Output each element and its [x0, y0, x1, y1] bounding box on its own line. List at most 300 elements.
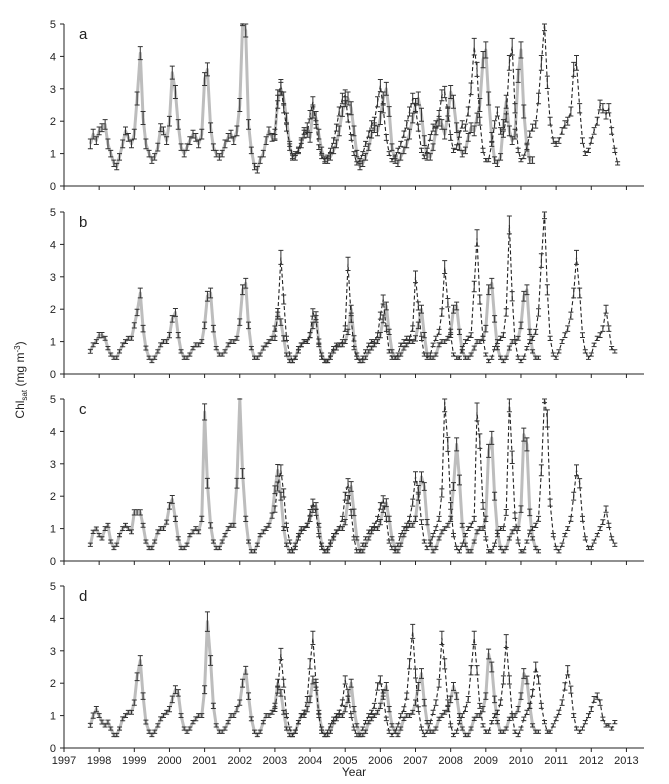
panel-a-dashed-error-bar: [548, 117, 553, 125]
panel-d-error-bar: [214, 724, 219, 727]
panel-c-dashed-error-bar: [548, 499, 553, 506]
panel-d: [50, 581, 644, 755]
panel-d-dashed-error-bar: [507, 676, 512, 684]
panel-d-letter: d: [79, 588, 88, 605]
panel-b-dashed-error-bar: [562, 333, 567, 338]
panel-c-error-bar: [255, 543, 260, 546]
y-axis-title-close: ): [13, 341, 27, 346]
panel-d-dashed-error-bar: [407, 659, 412, 669]
y-axis-title-sub: sat: [20, 389, 29, 401]
panel-c-dashed-error-bar: [524, 540, 529, 543]
panel-c-dashed-error-bar: [437, 516, 442, 521]
panel-a-y-tick-label: 5: [49, 19, 56, 31]
panel-d-error-bar: [261, 720, 266, 723]
panel-b-dashed-error-bar: [439, 309, 444, 316]
panel-a-dashed-error-bar: [472, 38, 477, 55]
panel-d-dashed-error-bar: [560, 700, 565, 705]
panel-c-dashed-error-bar: [589, 546, 594, 549]
panel-c-dashed-error-bar: [510, 451, 515, 463]
panel-b-error-bar: [249, 346, 254, 349]
panel-a-dashed-error-bar: [419, 148, 424, 152]
panel-c-error-bar: [243, 516, 248, 521]
panel-b-dashed-error-bar: [489, 356, 494, 359]
panel-b-dashed-series-line: [275, 212, 615, 361]
x-tick-label-2002: 2002: [227, 755, 252, 767]
panel-b-dashed-error-bar: [548, 336, 553, 340]
panel-b-error-bar: [105, 346, 110, 349]
panel-c-dashed-error-bar: [477, 434, 482, 448]
panel-a-dashed-series-line: [275, 24, 618, 163]
panel-c-y-tick-label: 4: [49, 426, 56, 439]
panel-d-dashed-error-bar: [600, 717, 605, 720]
panel-c-error-bar: [176, 537, 181, 540]
panel-b-dashed-error-bar: [568, 312, 573, 319]
panel-b-dashed-error-bar: [501, 333, 506, 338]
panel-d-dashed-error-bar: [340, 700, 345, 705]
panel-a-dashed-error-bar: [598, 100, 603, 110]
panel-a-letter: a: [79, 26, 88, 43]
panel-d-dashed-error-bar: [477, 703, 482, 708]
panel-d-plot-area: [88, 612, 617, 737]
panel-d-dashed-error-bar: [410, 624, 415, 638]
panel-b-dashed-error-bar: [472, 281, 477, 291]
panel-c-error-bar: [472, 540, 477, 543]
panel-b-dashed-error-bar: [381, 295, 386, 304]
panel-b-dashed-error-bar: [310, 309, 315, 316]
panel-b-error-bar: [179, 350, 184, 353]
panel-b-dashed-error-bar: [281, 295, 286, 304]
panel-b-error-bar: [214, 346, 219, 349]
panel-a-dashed-error-bar: [492, 121, 497, 128]
panel-b-dashed-error-bar: [483, 353, 488, 356]
panel-c-dashed-error-bar: [542, 399, 547, 403]
panel-d-dashed-error-bar: [296, 720, 301, 723]
panel-a-y-tick-label: 2: [49, 116, 56, 129]
panel-b-letter: b: [79, 214, 88, 231]
panel-b-dashed-error-bar: [554, 356, 559, 359]
panel-d-dashed-error-bar: [542, 720, 547, 723]
x-tick-label-1998: 1998: [86, 755, 112, 767]
x-axis-title: Year: [341, 765, 367, 779]
x-tick-label-1997: 1997: [51, 755, 77, 767]
panel-b-dashed-error-bar: [413, 271, 418, 283]
panel-b-y-tick-label: 4: [49, 239, 56, 252]
panel-d-dashed-error-bar: [448, 724, 453, 727]
panel-d-dashed-error-bar: [571, 714, 576, 718]
panel-a-y-tick-label: 0: [49, 181, 56, 193]
panel-a-dashed-error-bar: [442, 86, 447, 97]
panel-c-dashed-error-bar: [600, 520, 605, 525]
panel-c-y-tick-label: 2: [49, 491, 56, 504]
panel-d-error-bar: [469, 727, 474, 730]
panel-d-dashed-error-bar: [530, 690, 535, 697]
panel-d-dashed-error-bar: [554, 717, 559, 720]
panel-c-error-bar: [108, 540, 113, 543]
panel-d-dashed-error-bar: [524, 710, 529, 714]
panel-c-error-bar: [152, 540, 157, 543]
panel-b-dashed-error-bar: [521, 356, 526, 359]
panel-d-y-tick-label: 3: [49, 645, 56, 658]
panel-c-error-bar: [205, 478, 210, 488]
panel-a-dashed-error-bar: [384, 134, 389, 140]
panel-a-dashed-error-bar: [554, 141, 559, 146]
panel-b-dashed-error-bar: [539, 254, 544, 268]
panel-c-dashed-error-bar: [287, 540, 292, 543]
x-tick-label-2006: 2006: [368, 755, 393, 767]
panel-a-dashed-error-bar: [545, 76, 550, 88]
panel-d-error-bar: [226, 720, 231, 723]
panel-d-dashed-error-bar: [556, 710, 561, 714]
panel-d-dashed-error-bar: [349, 714, 354, 718]
panel-d-error-bar: [530, 724, 535, 727]
panel-d-dashed-error-bar: [416, 707, 421, 712]
panel-c-dashed-error-bar: [433, 527, 438, 531]
panel-d-dashed-error-bar: [609, 727, 614, 730]
panel-a-dashed-error-bar: [539, 55, 544, 70]
panel-a-dashed-error-bar: [604, 110, 609, 119]
panel-d-dashed-error-bar: [463, 707, 468, 712]
panel-b-dashed-error-bar: [437, 329, 442, 334]
x-tick-label-2001: 2001: [192, 755, 217, 767]
panel-c-dashed-error-bar: [595, 533, 600, 536]
panel-c-dashed-error-bar: [483, 537, 488, 540]
panel-c-dashed-error-bar: [472, 516, 477, 521]
panel-b-dashed-error-bar: [542, 212, 547, 219]
panel-b-error-bar: [530, 350, 535, 353]
panel-a-dashed-error-bar: [437, 110, 442, 119]
panel-d-dashed-error-bar: [433, 700, 438, 705]
panel-d-y-tick-label: 0: [49, 743, 56, 755]
panel-b-dashed-error-bar: [580, 333, 585, 338]
panel-d-dashed-error-bar: [278, 648, 283, 659]
panel-c-dashed-error-bar: [457, 550, 462, 553]
panel-d-y-tick-label: 2: [49, 678, 56, 691]
x-tick-label-2013: 2013: [614, 755, 639, 767]
panel-a-dashed-error-bar: [407, 107, 412, 116]
panel-d-dashed-error-bar: [498, 700, 503, 705]
panel-d-y-tick-label: 4: [49, 613, 56, 626]
panel-c-error-bar: [246, 540, 251, 543]
panel-d-dashed-error-bar: [439, 631, 444, 644]
panel-b-dashed-error-bar: [612, 350, 617, 353]
panel-c-dashed-error-bar: [574, 465, 579, 476]
panel-d-dashed-error-bar: [454, 730, 459, 733]
panel-c-dashed-error-bar: [507, 399, 512, 412]
x-tick-label-2009: 2009: [473, 755, 499, 767]
panel-d-dashed-error-bar: [475, 666, 480, 675]
y-axis-title-sup: -3: [13, 345, 22, 353]
x-tick-label-2000: 2000: [157, 755, 182, 767]
panel-c-dashed-error-bar: [606, 523, 611, 527]
panel-a-dashed-error-bar: [401, 131, 406, 137]
panel-c-dashed-error-bar: [580, 516, 585, 521]
panel-c-dashed-error-bar: [431, 533, 436, 536]
panel-c-dashed-error-bar: [413, 472, 418, 482]
panel-a-dashed-error-bar: [527, 131, 532, 137]
panel-d-y-tick-label: 5: [49, 581, 56, 593]
panel-c-dashed-error-bar: [422, 540, 427, 543]
panel-d-dashed-error-bar: [565, 666, 570, 675]
panel-c-dashed-error-bar: [598, 527, 603, 531]
panel-a-plot-area: [88, 24, 620, 173]
panel-c-error-bar: [507, 537, 512, 540]
panel-d-dashed-error-bar: [437, 679, 442, 687]
panel-d-error-bar: [460, 727, 465, 730]
panel-d-dashed-error-bar: [466, 696, 471, 702]
panel-b-plot-area: [88, 212, 617, 363]
panel-a-dashed-error-bar: [404, 121, 409, 128]
panel-d-dashed-error-bar: [551, 724, 556, 727]
panel-a-dashed-error-bar: [416, 124, 421, 131]
panel-c-error-bar: [117, 533, 122, 536]
panel-d-dashed-error-bar: [539, 703, 544, 708]
panel-d-dashed-error-bar: [504, 635, 509, 648]
panel-c-y-tick-label: 1: [49, 523, 56, 536]
panel-a-dashed-error-bar: [495, 107, 500, 116]
panel-c-dashed-error-bar: [562, 533, 567, 536]
panel-b-dashed-error-bar: [278, 250, 283, 264]
y-axis-title: [13, 341, 29, 418]
panel-d-dashed-error-bar: [395, 724, 400, 727]
panel-d-dashed-error-bar: [586, 714, 591, 718]
panel-b-dashed-error-bar: [556, 350, 561, 353]
panel-d-dashed-error-bar: [481, 724, 486, 727]
panel-d-error-bar: [108, 727, 113, 730]
panel-c-dashed-error-bar: [545, 410, 550, 427]
panels-group: [50, 19, 644, 755]
panel-d-dashed-error-bar: [521, 717, 526, 720]
panel-c-dashed-error-bar: [451, 533, 456, 536]
panel-c-dashed-error-bar: [492, 543, 497, 546]
panel-b-dashed-error-bar: [545, 285, 550, 295]
panel-c-grey-series-line: [90, 399, 538, 551]
panel-b-dashed-error-bar: [560, 340, 565, 344]
panel-d-error-bar: [389, 724, 394, 727]
panel-c-dashed-error-bar: [604, 506, 609, 512]
panel-b-y-tick-label: 3: [49, 271, 56, 284]
panel-b-dashed-error-bar: [571, 288, 576, 298]
panel-b-dashed-error-bar: [577, 288, 582, 298]
y-axis-title-main: Chl: [13, 400, 27, 419]
panel-c-dashed-error-bar: [560, 543, 565, 546]
panel-a-dashed-error-bar: [615, 162, 620, 165]
panel-b-dashed-error-bar: [574, 250, 579, 264]
panel-d-dashed-error-bar: [536, 676, 541, 684]
panel-b-y-tick-label: 0: [49, 369, 56, 381]
panel-a-dashed-error-bar: [516, 148, 521, 152]
panel-c-error-bar: [143, 540, 148, 543]
x-tick-label-2012: 2012: [579, 755, 604, 767]
panel-c-error-bar: [202, 404, 207, 420]
panel-b-y-tick-label: 5: [49, 207, 56, 219]
panel-b-dashed-error-bar: [469, 333, 474, 338]
panel-a-dashed-error-bar: [398, 141, 403, 146]
panel-a-dashed-error-bar: [375, 97, 380, 107]
panel-d-dashed-error-bar: [583, 720, 588, 723]
x-tick-label-2011: 2011: [544, 755, 568, 767]
panel-c-error-bar: [492, 492, 497, 500]
panel-b-dashed-error-bar: [565, 326, 570, 331]
panel-c-dashed-error-bar: [592, 540, 597, 543]
panel-a-dashed-error-bar: [595, 117, 600, 125]
panel-c-error-bar: [211, 540, 216, 543]
panel-a-dashed-error-bar: [448, 134, 453, 140]
panel-a-dashed-error-bar: [395, 148, 400, 152]
x-tick-label-2003: 2003: [262, 755, 288, 767]
panel-b-dashed-error-bar: [583, 350, 588, 353]
x-tick-label-2005: 2005: [332, 755, 358, 767]
panel-d-dashed-error-bar: [589, 707, 594, 712]
panel-d-error-bar: [117, 727, 122, 730]
panel-a-dashed-error-bar: [612, 148, 617, 152]
panel-a-dashed-error-bar: [510, 38, 515, 55]
panel-b-dashed-error-bar: [433, 336, 438, 340]
panel-c-dashed-error-bar: [442, 399, 447, 412]
panel-c-dashed-error-bar: [381, 496, 386, 503]
panel-d-dashed-error-bar: [419, 727, 424, 730]
panel-c-y-tick-label: 3: [49, 458, 56, 471]
panel-b-dashed-error-bar: [477, 295, 482, 304]
panel-d-dashed-error-bar: [413, 669, 418, 678]
panel-d-dashed-error-bar: [469, 666, 474, 675]
panel-c-plot-area: [88, 399, 617, 553]
panel-a-dashed-error-bar: [568, 107, 573, 116]
panel-a-dashed-error-bar: [378, 80, 383, 92]
panel-c: [50, 394, 644, 568]
panel-d-dashed-error-bar: [360, 727, 365, 730]
panel-a-y-tick-label: 4: [49, 51, 56, 64]
panel-a-dashed-error-bar: [580, 138, 585, 143]
panel-c-y-tick-label: 5: [49, 394, 56, 406]
panel-a-dashed-error-bar: [475, 62, 480, 76]
panel-d-y-tick-label: 1: [49, 710, 56, 723]
panel-a-dashed-error-bar: [469, 83, 474, 95]
x-tick-label-1999: 1999: [122, 755, 147, 767]
panel-a-dashed-error-bar: [507, 55, 512, 70]
panel-b-dashed-error-bar: [410, 326, 415, 331]
panel-c-dashed-error-bar: [609, 537, 614, 540]
panel-c-dashed-error-bar: [439, 489, 444, 497]
panel-d-error-bar: [495, 720, 500, 723]
panel-c-dashed-error-bar: [568, 516, 573, 521]
panel-d-dashed-error-bar: [516, 733, 521, 736]
panel-d-dashed-error-bar: [612, 720, 617, 723]
panel-d-dashed-error-bar: [472, 631, 477, 644]
panel-a-dashed-error-bar: [592, 128, 597, 135]
panel-d-dashed-error-bar: [372, 703, 377, 708]
panel-a-dashed-error-bar: [536, 93, 541, 103]
panel-a-dashed-error-bar: [466, 107, 471, 116]
panel-c-dashed-error-bar: [387, 540, 392, 543]
panel-b-dashed-error-bar: [431, 343, 436, 346]
panel-a-dashed-error-bar: [589, 138, 594, 143]
panel-d-dashed-error-bar: [431, 710, 436, 714]
panel-d-dashed-error-bar: [352, 727, 357, 730]
panel-b-dashed-error-bar: [524, 346, 529, 349]
panel-a-dashed-error-bar: [556, 138, 561, 143]
panel-c-dashed-error-bar: [612, 543, 617, 546]
panel-a-dashed-error-bar: [609, 128, 614, 135]
panel-b-dashed-error-bar: [536, 309, 541, 316]
panel-d-dashed-error-bar: [533, 662, 538, 672]
x-tick-label-2007: 2007: [403, 755, 428, 767]
panel-c-error-bar: [437, 537, 442, 540]
panel-a-dashed-error-bar: [428, 134, 433, 140]
panel-d-dashed-error-bar: [580, 727, 585, 730]
panel-c-y-tick-label: 0: [49, 556, 56, 568]
panel-d-dashed-error-bar: [384, 717, 389, 720]
panel-c-dashed-error-bar: [410, 499, 415, 506]
panel-b-dashed-error-bar: [445, 298, 450, 307]
panel-c-dashed-error-bar: [512, 513, 517, 518]
panel-d-dashed-error-bar: [310, 631, 315, 644]
panel-d-dashed-error-bar: [308, 659, 313, 669]
panel-d-dashed-error-bar: [404, 693, 409, 699]
panel-a-dashed-error-bar: [577, 104, 582, 113]
panel-a: [50, 19, 644, 193]
panel-c-dashed-error-bar: [583, 537, 588, 540]
panel-c-dashed-error-bar: [571, 492, 576, 500]
x-tick-label-2010: 2010: [508, 755, 534, 767]
panel-d-dashed-error-bar: [442, 659, 447, 669]
panel-a-y-tick-label: 3: [49, 83, 56, 96]
panel-b: [50, 207, 644, 381]
panel-d-dashed-error-bar: [568, 686, 573, 693]
panel-c-dashed-error-bar: [565, 527, 570, 531]
panel-a-dashed-error-bar: [387, 152, 392, 156]
panel-d-dashed-error-bar: [489, 720, 494, 723]
panel-b-dashed-error-bar: [589, 353, 594, 356]
panel-c-dashed-error-bar: [419, 520, 424, 525]
panel-b-dashed-error-bar: [606, 326, 611, 331]
panel-d-grey-series-line: [90, 622, 538, 735]
panel-b-dashed-error-bar: [533, 329, 538, 334]
panel-d-dashed-error-bar: [401, 707, 406, 712]
panel-c-error-bar: [222, 533, 227, 536]
panel-d-dashed-error-bar: [518, 727, 523, 730]
panel-c-dashed-error-bar: [445, 437, 450, 451]
panel-c-dashed-error-bar: [407, 516, 412, 521]
panel-c-letter: c: [79, 401, 87, 418]
panel-b-y-tick-label: 2: [49, 304, 56, 317]
panel-a-dashed-error-bar: [439, 90, 444, 101]
panel-c-error-bar: [530, 537, 535, 540]
panel-c-dashed-error-bar: [577, 479, 582, 488]
panel-c-error-bar: [220, 540, 225, 543]
panel-a-dashed-error-bar: [481, 148, 486, 152]
panel-c-dashed-error-bar: [551, 533, 556, 536]
panel-d-dashed-error-bar: [598, 700, 603, 705]
panel-d-dashed-error-bar: [343, 676, 348, 684]
panel-b-dashed-error-bar: [598, 333, 603, 338]
panel-a-dashed-error-bar: [600, 104, 605, 113]
panel-b-error-bar: [155, 350, 160, 353]
panel-c-dashed-error-bar: [556, 550, 561, 553]
panel-b-dashed-error-bar: [475, 230, 480, 246]
panel-d-dashed-error-bar: [281, 679, 286, 687]
panel-b-error-bar: [117, 350, 122, 353]
panel-c-dashed-error-bar: [536, 516, 541, 521]
panel-d-dashed-error-bar: [562, 683, 567, 690]
panel-b-error-bar: [492, 316, 497, 322]
x-tick-label-2004: 2004: [297, 755, 323, 767]
panel-b-dashed-error-bar: [507, 216, 512, 234]
panel-b-dashed-error-bar: [592, 343, 597, 346]
panel-b-dashed-error-bar: [595, 336, 600, 340]
panel-d-dashed-error-bar: [501, 676, 506, 684]
panel-b-dashed-error-bar: [346, 257, 351, 270]
panel-a-dashed-error-bar: [574, 55, 579, 70]
